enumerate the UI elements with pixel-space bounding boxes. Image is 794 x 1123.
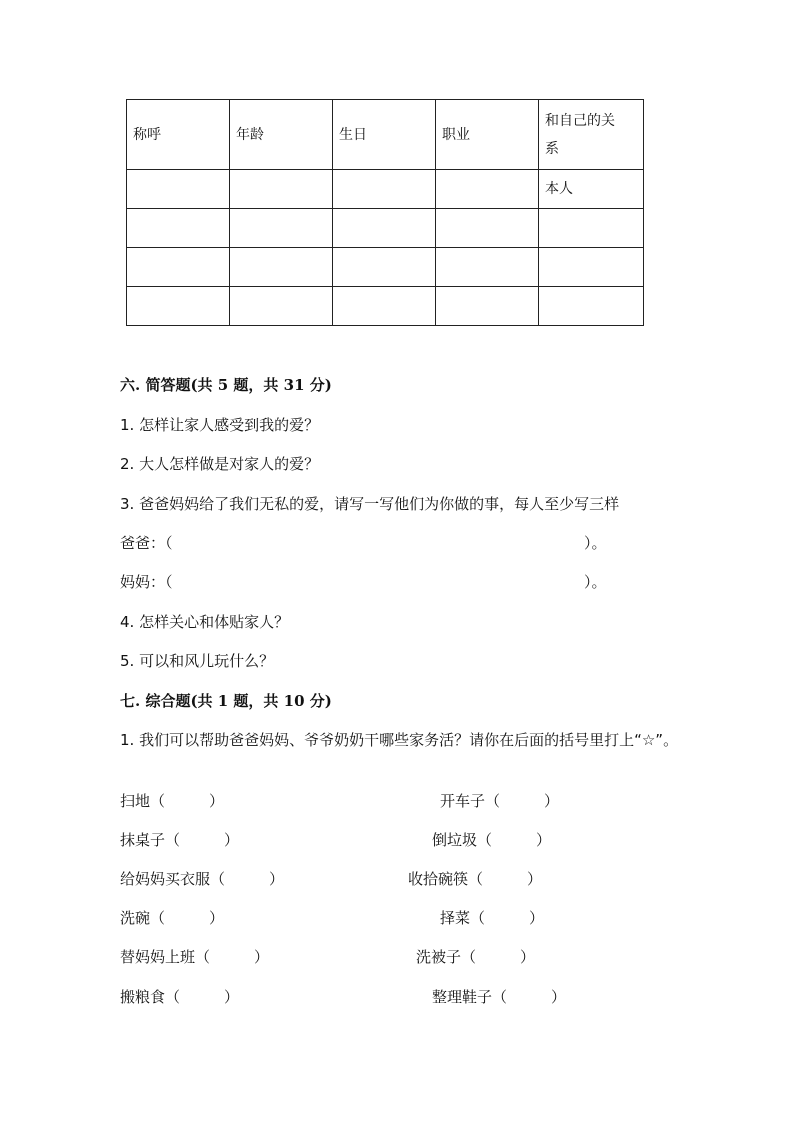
table-row: [127, 209, 644, 248]
table-cell[interactable]: [230, 248, 333, 287]
table-cell[interactable]: [127, 209, 230, 248]
close-paren: ）: [224, 988, 240, 1006]
mom-label: 妈妈：（: [120, 573, 173, 591]
question-6-3: 3. 爸爸妈妈给了我们无私的爱，请写一写他们为你做的事，每人至少写三样: [120, 495, 620, 513]
chore-item: [120, 790, 224, 812]
chore-item: [432, 829, 551, 851]
open-paren: （: [461, 948, 477, 966]
chore-item: [120, 907, 224, 929]
chore-item: [120, 986, 239, 1008]
mom-close-paren: ）。: [584, 573, 607, 591]
table-cell[interactable]: [436, 170, 539, 209]
close-paren: ）: [254, 948, 270, 966]
mom-answer-line: [120, 571, 680, 593]
close-paren: ）: [551, 988, 567, 1006]
table-cell[interactable]: [333, 248, 436, 287]
table-cell[interactable]: [333, 287, 436, 326]
question-7-1: 1. 我们可以帮助爸爸妈妈、爷爷奶奶干哪些家务活？请你在后面的括号里打上“☆”。: [120, 731, 679, 749]
close-paren: ）: [536, 831, 552, 849]
table-cell[interactable]: [230, 209, 333, 248]
table-cell[interactable]: [333, 170, 436, 209]
question-6-5: 5. 可以和风儿玩什么？: [120, 652, 275, 670]
open-paren: （: [470, 909, 486, 927]
table-header-cell: 生日: [333, 100, 436, 170]
table-cell[interactable]: [127, 248, 230, 287]
dad-close-paren: ）。: [584, 534, 607, 552]
chore-item: [408, 868, 542, 890]
open-paren: （: [477, 831, 493, 849]
open-paren: （: [210, 870, 226, 888]
table-cell[interactable]: [436, 209, 539, 248]
close-paren: ）: [269, 870, 285, 888]
question-6-2: 2. 大人怎样做是对家人的爱？: [120, 455, 320, 473]
table-header-cell: 年龄: [230, 100, 333, 170]
table-row: [127, 248, 644, 287]
open-paren: （: [195, 948, 211, 966]
close-paren: ）: [529, 909, 545, 927]
family-info-table: [126, 99, 644, 326]
table-cell[interactable]: [230, 170, 333, 209]
chore-item: [440, 790, 559, 812]
chore-label: 倒垃圾: [432, 831, 478, 849]
chore-label: 搬粮食: [120, 988, 166, 1006]
question-6-4: 4. 怎样关心和体贴家人？: [120, 613, 290, 631]
table-header-row: [127, 100, 644, 170]
table-row: [127, 287, 644, 326]
table-cell[interactable]: [127, 170, 230, 209]
chore-item: [432, 986, 566, 1008]
close-paren: ）: [544, 792, 560, 810]
table-row: [127, 170, 644, 209]
open-paren: （: [165, 988, 181, 1006]
table-cell[interactable]: [436, 287, 539, 326]
relationship-header: 和自己的关系: [545, 112, 615, 157]
chore-label: 给妈妈买衣服: [120, 870, 211, 888]
table-cell[interactable]: [230, 287, 333, 326]
table-cell[interactable]: [436, 248, 539, 287]
open-paren: （: [165, 831, 181, 849]
table-cell[interactable]: [539, 248, 644, 287]
open-paren: （: [150, 909, 166, 927]
dad-answer-line: [120, 532, 680, 554]
question-6-1: 1. 怎样让家人感受到我的爱？: [120, 416, 320, 434]
chore-label: 抹桌子: [120, 831, 166, 849]
table-cell[interactable]: [539, 209, 644, 248]
close-paren: ）: [224, 831, 240, 849]
chore-label: 开车子: [440, 792, 486, 810]
open-paren: （: [468, 870, 484, 888]
dad-label: 爸爸：（: [120, 534, 173, 552]
chore-label: 扫地: [120, 792, 151, 810]
table-cell[interactable]: [333, 209, 436, 248]
open-paren: （: [150, 792, 166, 810]
chore-label: 洗碗: [120, 909, 151, 927]
table-header-cell: 称呼: [127, 100, 230, 170]
chore-label: 替妈妈上班: [120, 948, 196, 966]
chore-label: 收拾碗筷: [408, 870, 469, 888]
section-6-title: 六. 简答题(共 5 题，共 31 分): [120, 376, 332, 394]
chore-label: 洗被子: [416, 948, 462, 966]
section-7-title: 七. 综合题(共 1 题，共 10 分): [120, 692, 332, 710]
close-paren: ）: [527, 870, 543, 888]
chore-item: [120, 946, 269, 968]
chore-label: 整理鞋子: [432, 988, 493, 1006]
chore-item: [416, 946, 535, 968]
open-paren: （: [485, 792, 501, 810]
open-paren: （: [492, 988, 508, 1006]
close-paren: ）: [209, 792, 225, 810]
chore-item: [440, 907, 544, 929]
table-header-cell: 职业: [436, 100, 539, 170]
table-cell[interactable]: [127, 287, 230, 326]
close-paren: ）: [520, 948, 536, 966]
chore-label: 择菜: [440, 909, 471, 927]
table-header-cell: [539, 100, 644, 170]
close-paren: ）: [209, 909, 225, 927]
chore-item: [120, 868, 284, 890]
table-cell[interactable]: [539, 287, 644, 326]
table-cell: 本人: [539, 170, 644, 209]
chore-item: [120, 829, 239, 851]
